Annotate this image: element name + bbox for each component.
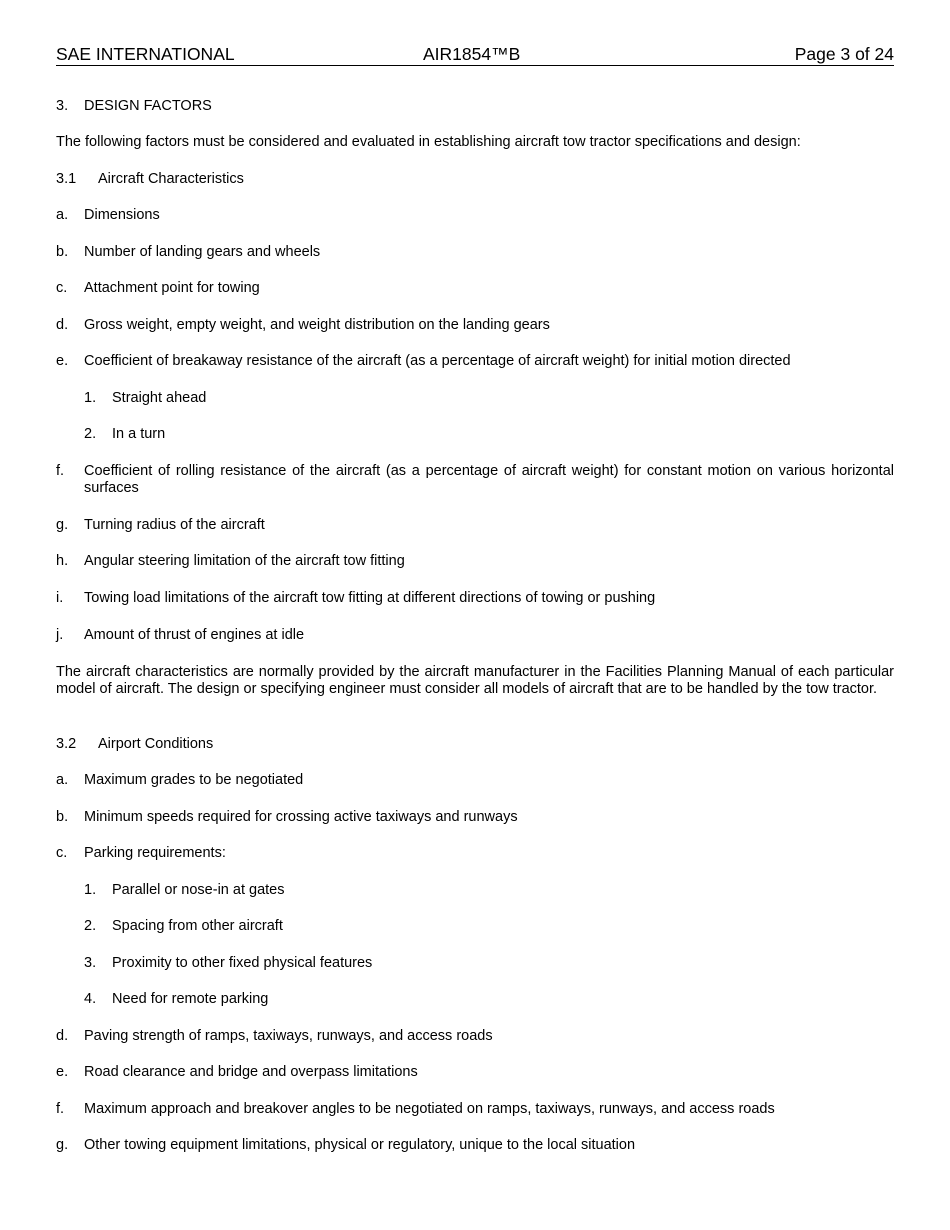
header-organization: SAE INTERNATIONAL [56, 44, 235, 64]
sub-list-text: Proximity to other fixed physical features [112, 955, 373, 971]
list-text: Coefficient of rolling resistance of the aircraft (as a percentage of aircraft weight) for constant motion on various horizontal surfaces [84, 463, 894, 497]
list-marker: b. [56, 244, 69, 260]
sub-list-marker: 2. [84, 918, 97, 934]
list-text: Number of landing gears and wheels [84, 244, 321, 260]
list-text: Angular steering limitation of the aircraft tow fitting [84, 553, 405, 569]
list-text: Gross weight, empty weight, and weight distribution on the landing gears [84, 317, 550, 333]
section-intro: The following factors must be considered and evaluated in establishing aircraft tow tractor specifications and design: [56, 134, 801, 150]
list-marker: a. [56, 207, 69, 223]
sub-list-text: In a turn [112, 426, 166, 442]
list-text: Maximum grades to be negotiated [84, 772, 304, 788]
section-number: 3. [56, 98, 69, 114]
list-text: Towing load limitations of the aircraft tow fitting at different directions of towing or pushing [84, 590, 656, 606]
list-text: Coefficient of breakaway resistance of the aircraft (as a percentage of aircraft weight) for initial motion directed [84, 353, 791, 369]
sub-list-marker: 1. [84, 390, 97, 406]
list-marker: h. [56, 553, 69, 569]
list-text: Attachment point for towing [84, 280, 260, 296]
header-document-number: AIR1854™B [423, 44, 521, 64]
subsection-title: Airport Conditions [98, 736, 214, 752]
list-marker: d. [56, 317, 69, 333]
list-marker: f. [56, 463, 65, 479]
list-marker: g. [56, 1137, 69, 1153]
list-marker: c. [56, 845, 68, 861]
list-marker: f. [56, 1101, 65, 1117]
section-title: DESIGN FACTORS [84, 98, 212, 114]
list-marker: e. [56, 353, 69, 369]
sub-list-text: Need for remote parking [112, 991, 269, 1007]
list-marker: d. [56, 1028, 69, 1044]
list-text: Maximum approach and breakover angles to be negotiated on ramps, taxiways, runways, and access roads [84, 1101, 775, 1117]
list-marker: e. [56, 1064, 69, 1080]
sub-list-marker: 2. [84, 426, 97, 442]
sub-list-text: Parallel or nose-in at gates [112, 882, 285, 898]
list-text: Minimum speeds required for crossing active taxiways and runways [84, 809, 518, 825]
body-paragraph: The aircraft characteristics are normally provided by the aircraft manufacturer in the Facilities Planning Manual of each particular model of aircraft. The design or specifying engineer must consider all models of aircraft that are to be handled by the tow tractor. [56, 664, 894, 698]
list-marker: c. [56, 280, 68, 296]
sub-list-marker: 1. [84, 882, 97, 898]
list-marker: a. [56, 772, 69, 788]
list-text: Paving strength of ramps, taxiways, runways, and access roads [84, 1028, 493, 1044]
page-header [56, 43, 894, 66]
list-text: Road clearance and bridge and overpass limitations [84, 1064, 418, 1080]
list-text: Parking requirements: [84, 845, 226, 861]
sub-list-marker: 3. [84, 955, 97, 971]
sub-list-text: Straight ahead [112, 390, 207, 406]
list-text: Dimensions [84, 207, 160, 223]
list-marker: g. [56, 517, 69, 533]
header-page-number: Page 3 of 24 [794, 44, 894, 64]
list-marker: j. [56, 627, 64, 643]
subsection-number: 3.2 [56, 736, 77, 752]
list-text: Amount of thrust of engines at idle [84, 627, 305, 643]
subsection-title: Aircraft Characteristics [98, 171, 244, 187]
list-marker: i. [56, 590, 64, 606]
list-text: Other towing equipment limitations, physical or regulatory, unique to the local situation [84, 1137, 636, 1153]
list-text: Turning radius of the aircraft [84, 517, 265, 533]
sub-list-text: Spacing from other aircraft [112, 918, 283, 934]
subsection-number: 3.1 [56, 171, 77, 187]
sub-list-marker: 4. [84, 991, 97, 1007]
list-marker: b. [56, 809, 69, 825]
